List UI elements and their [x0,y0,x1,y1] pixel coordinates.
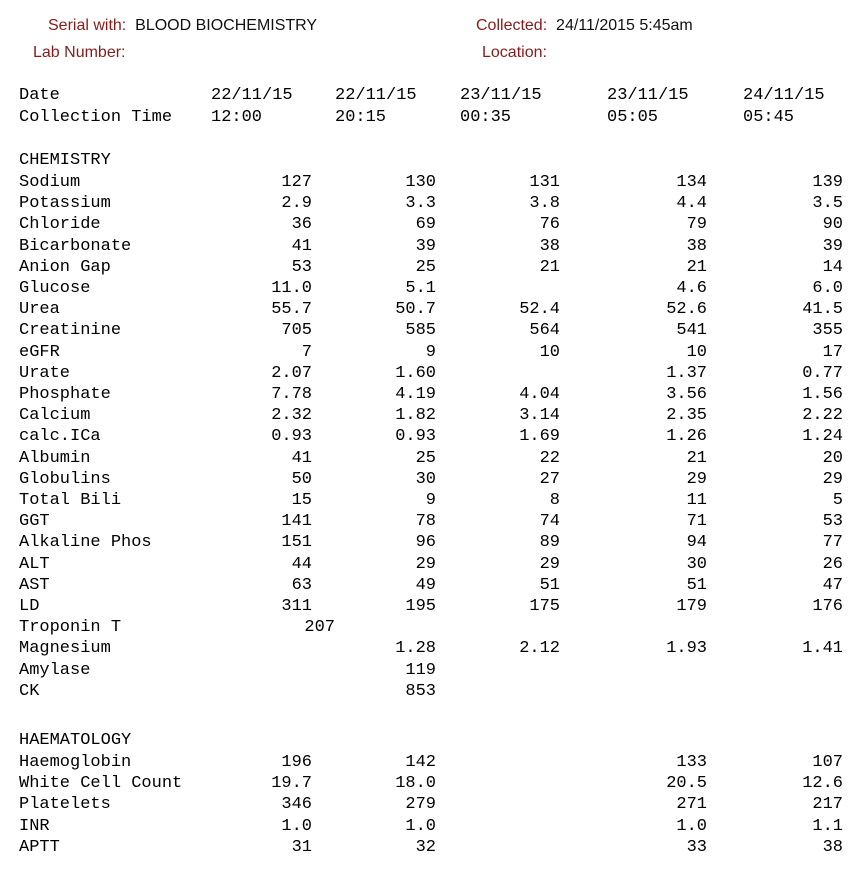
table-cell: 29 [686,469,707,489]
table-cell: 11 [686,491,707,510]
serial-label: Serial with: [48,17,127,34]
row-label: eGFR [19,342,60,362]
table-cell: 195 [405,597,436,616]
column-time-2: 20:15 [335,108,387,127]
table-cell: 15 [291,491,312,510]
table-cell: 0.93 [395,427,436,447]
table-cell: 1.0 [676,816,707,836]
table-cell: 29 [822,469,843,489]
row-label: Bicarbonate [19,236,132,256]
table-cell: 21 [686,257,707,277]
column-time-4: 05:05 [607,108,659,127]
row-label: INR [19,816,50,836]
table-cell: 69 [415,215,436,235]
table-cell: 564 [529,321,560,341]
row-label: Magnesium [19,639,111,659]
table-cell: 142 [405,753,436,772]
table-cell: 30 [415,469,436,489]
column-date-1: 22/11/15 [211,86,293,105]
row-label: Glucose [19,279,91,298]
table-cell: 176 [812,597,843,616]
row-label: Urate [19,363,71,383]
table-cell: 1.69 [519,427,560,447]
table-cell: 2.32 [271,406,312,426]
row-label: Troponin T [19,618,122,638]
table-cell: 10 [539,342,560,362]
table-cell: 74 [539,512,560,532]
table-cell: 1.82 [395,406,436,426]
table-cell: 1.0 [405,816,436,836]
table-cell: 3.3 [405,194,436,214]
table-cell: 853 [405,681,436,701]
table-cell: 53 [822,512,843,532]
table-cell: 20 [822,448,843,468]
table-cell: 11.0 [271,279,312,298]
table-cell: 5.1 [405,279,436,298]
table-cell: 0.93 [271,427,312,447]
table-cell: 1.41 [802,639,843,659]
table-cell: 52.6 [666,300,707,320]
row-label: LD [19,597,40,616]
column-date-5: 24/11/15 [743,86,825,105]
row-label: Urea [19,300,60,320]
row-label: Alkaline Phos [19,533,152,553]
table-cell: 705 [281,321,312,341]
table-cell: 119 [405,660,436,680]
table-cell: 585 [405,321,436,341]
table-cell: 0.77 [802,363,843,383]
table-cell: 1.24 [802,427,843,447]
table-cell: 96 [415,533,436,553]
table-cell: 79 [686,215,707,235]
table-cell: 32 [415,837,436,857]
row-label: calc.ICa [19,427,101,447]
row-label: GGT [19,512,50,532]
table-cell: 107 [812,753,843,772]
collection-time-label: Collection Time [19,108,173,127]
haematology-section-title: HAEMATOLOGY [19,731,132,750]
table-cell: 47 [822,575,843,595]
table-cell: 49 [415,575,436,595]
table-cell: 29 [539,554,560,574]
table-cell: 7.78 [271,385,312,404]
row-label: Sodium [19,173,81,192]
table-cell: 25 [415,448,436,468]
table-cell: 355 [812,321,843,341]
table-cell: 4.4 [676,194,707,214]
table-cell: 1.37 [666,363,707,383]
row-label: Potassium [19,194,111,214]
table-cell: 38 [822,837,843,857]
table-cell: 9 [425,342,436,362]
table-cell: 18.0 [395,774,436,794]
table-cell: 2.07 [271,363,312,383]
table-cell: 63 [291,575,312,595]
table-cell: 22 [539,448,560,468]
table-cell: 41.5 [802,300,843,320]
lab-number-label: Lab Number: [33,44,126,61]
collected-field [476,17,693,35]
column-time-5: 05:45 [743,108,795,127]
row-label: AST [19,575,50,595]
table-cell: 2.22 [802,406,843,426]
table-cell: 279 [405,795,436,815]
row-label: Phosphate [19,385,111,404]
row-label: Albumin [19,448,91,468]
table-cell: 94 [686,533,707,553]
table-cell: 1.28 [395,639,436,659]
table-cell: 4.6 [676,279,707,298]
row-label: Total Bili [19,491,122,510]
row-label: Haemoglobin [19,753,132,772]
table-cell: 1.1 [812,816,843,836]
table-cell: 39 [415,236,436,256]
table-cell: 25 [415,257,436,277]
table-cell: 1.93 [666,639,707,659]
table-cell: 6.0 [812,279,843,298]
table-cell: 38 [539,236,560,256]
table-cell: 3.8 [529,194,560,214]
table-cell: 141 [281,512,312,532]
collected-value: 24/11/2015 5:45am [556,17,693,34]
table-cell: 90 [822,215,843,235]
table-cell: 17 [822,342,843,362]
table-cell: 21 [539,257,560,277]
table-cell: 51 [686,575,707,595]
table-cell: 4.19 [395,385,436,404]
table-cell: 311 [281,597,312,616]
table-cell: 8 [549,491,560,510]
table-cell: 71 [686,512,707,532]
table-cell: 77 [822,533,843,553]
table-cell: 12.6 [802,774,843,794]
table-cell: 39 [822,236,843,256]
table-cell: 4.04 [519,385,560,404]
table-cell: 53 [291,257,312,277]
table-cell: 130 [405,173,436,192]
location-label: Location: [482,44,547,61]
table-cell: 26 [822,554,843,574]
row-label: Anion Gap [19,257,111,277]
row-label: Calcium [19,406,91,426]
table-cell: 29 [415,554,436,574]
table-cell: 10 [686,342,707,362]
table-cell: 52.4 [519,300,560,320]
table-cell: 3.56 [666,385,707,404]
table-cell: 179 [676,597,707,616]
column-date-3: 23/11/15 [460,86,542,105]
table-cell: 217 [812,795,843,815]
table-cell: 33 [686,837,707,857]
table-cell: 50 [291,469,312,489]
table-cell: 78 [415,512,436,532]
table-cell: 271 [676,795,707,815]
table-cell: 50.7 [395,300,436,320]
table-cell: 541 [676,321,707,341]
table-cell: 44 [291,554,312,574]
row-label: Amylase [19,660,91,680]
serial-field [48,17,317,35]
location-field [482,44,547,62]
table-cell: 133 [676,753,707,772]
table-cell: 21 [686,448,707,468]
column-date-4: 23/11/15 [607,86,689,105]
table-cell: 36 [291,215,312,235]
column-date-2: 22/11/15 [335,86,417,105]
row-label: APTT [19,837,60,857]
table-cell: 134 [676,173,707,192]
table-cell: 55.7 [271,300,312,320]
table-cell: 127 [281,173,312,192]
row-label: Platelets [19,795,111,815]
table-cell: 9 [425,491,436,510]
table-cell: 131 [529,173,560,192]
table-cell: 139 [812,173,843,192]
table-cell: 31 [291,837,312,857]
collected-label: Collected: [476,17,548,34]
column-time-3: 00:35 [460,108,512,127]
table-cell: 3.5 [812,194,843,214]
table-cell: 196 [281,753,312,772]
table-cell: 89 [539,533,560,553]
table-cell: 1.56 [802,385,843,404]
row-label: Creatinine [19,321,122,341]
table-cell: 3.14 [519,406,560,426]
table-cell: 41 [291,448,312,468]
lab-number-field [33,44,126,62]
table-cell: 2.9 [281,194,312,214]
table-cell: 51 [539,575,560,595]
chemistry-section-title: CHEMISTRY [19,151,111,170]
row-label: ALT [19,554,50,574]
table-cell: 346 [281,795,312,815]
table-cell: 76 [539,215,560,235]
table-cell: 38 [686,236,707,256]
table-cell: 14 [822,257,843,277]
table-cell: 151 [281,533,312,553]
row-label: White Cell Count [19,774,183,794]
column-time-1: 12:00 [211,108,263,127]
table-cell: 41 [291,236,312,256]
table-cell: 1.26 [666,427,707,447]
table-cell: 20.5 [666,774,707,794]
table-cell: 175 [529,597,560,616]
table-cell: 2.12 [519,639,560,659]
row-label: Globulins [19,469,111,489]
table-cell: 207 [304,618,335,638]
table-cell: 19.7 [271,774,312,794]
table-cell: 1.60 [395,363,436,383]
row-label: Chloride [19,215,101,235]
row-label: CK [19,681,40,701]
table-cell: 7 [301,342,312,362]
date-label: Date [19,86,60,105]
serial-value: BLOOD BIOCHEMISTRY [135,17,318,34]
table-cell: 30 [686,554,707,574]
table-cell: 2.35 [666,406,707,426]
table-cell: 5 [832,491,843,510]
table-cell: 1.0 [281,816,312,836]
table-cell: 27 [539,469,560,489]
